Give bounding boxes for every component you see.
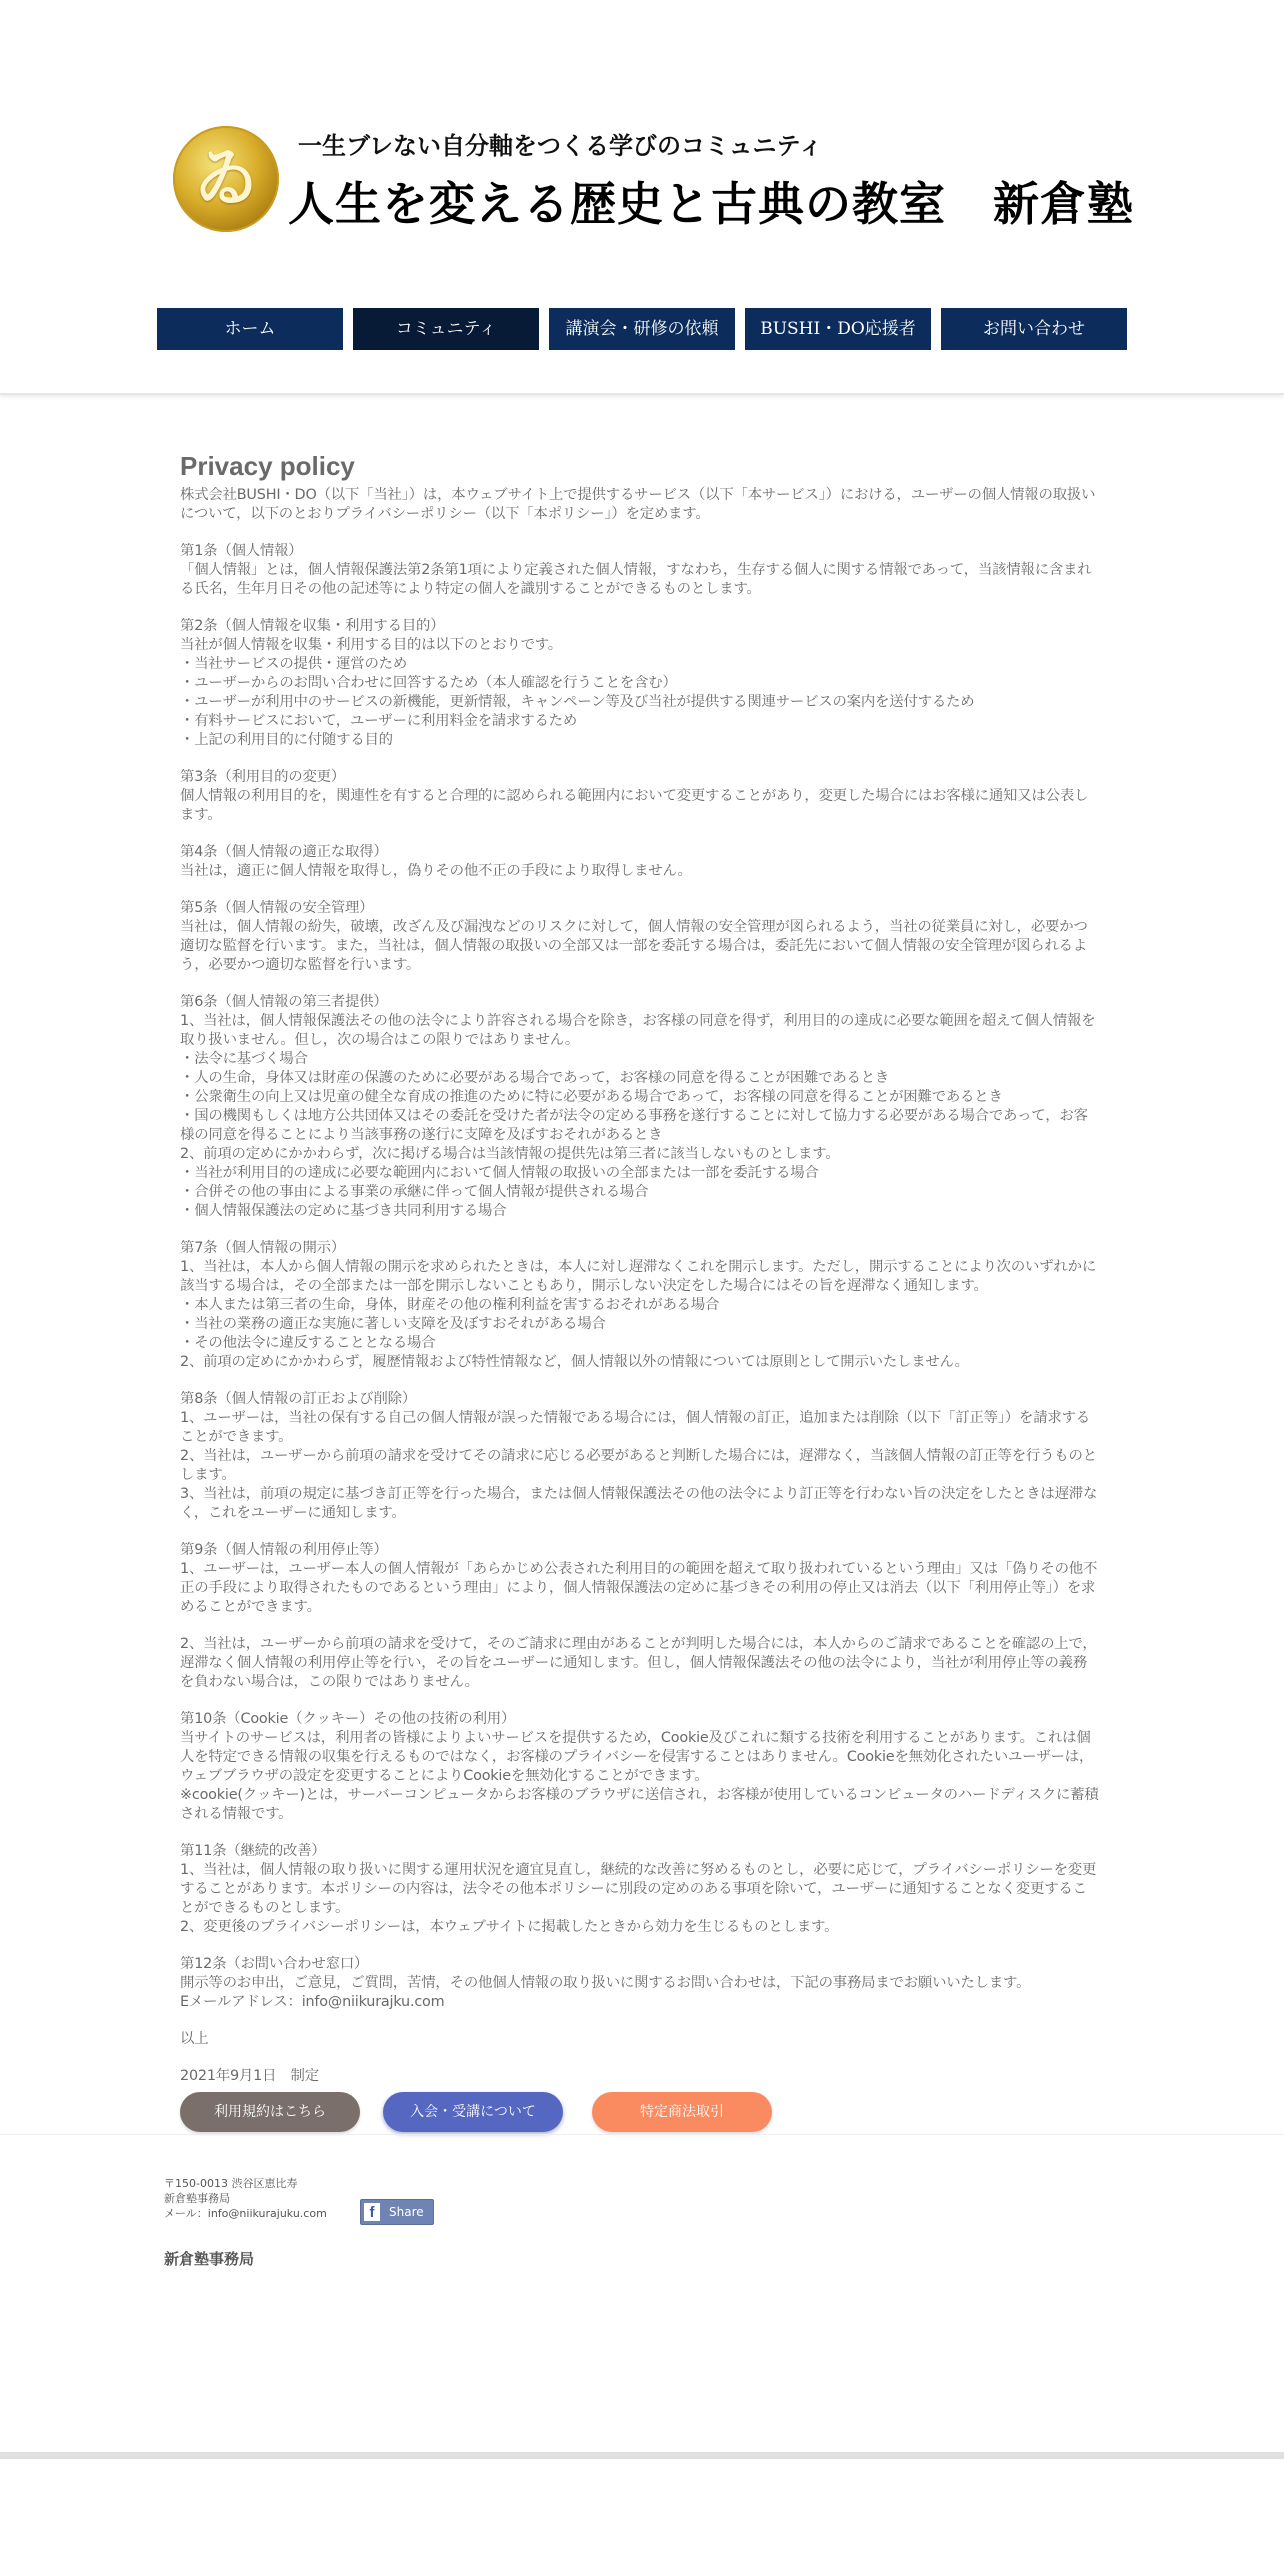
policy-line: 当サイトのサービスは，利用者の皆様によりよいサービスを提供するため，Cookie及びこれに類する技術を利用することがあります。これは個人を特定できる情報の収集を行えるものではなく，お客様のプライバシーを侵害することはありません。Cookieを無効化されたいユーザーは，ウェブブラウザの設定を変更することによりCookieを無効化することができます。 (180, 1730, 1094, 1784)
policy-section-heading: 第4条（個人情報の適正な取得） (180, 844, 388, 860)
policy-line: 3、当社は，前項の規定に基づき訂正等を行った場合，または個人情報保護法その他の法令により訂正等を行わない旨の決定をしたときは遅滞なく，これをユーザーに通知します。 (180, 1486, 1098, 1521)
policy-line: Eメールアドレス：info@niikurajku.com (180, 1994, 445, 2010)
policy-line: 株式会社BUSHI・DO（以下「当社」）は，本ウェブサイト上で提供するサービス（以下「本サービス」）における，ユーザーの個人情報の取扱いについて，以下のとおりプライバシーポリシー（以下「本ポリシー」）を定めます。 (180, 487, 1096, 522)
policy-paragraph (180, 1710, 1100, 1824)
policy-line: ・ユーザーからのお問い合わせに回答するため（本人確認を行うことを含む） (180, 675, 677, 691)
policy-line: ・当社の業務の適正な実施に著しい支障を及ぼすおそれがある場合 (180, 1316, 606, 1332)
policy-paragraph (180, 1955, 1100, 2012)
policy-line: 2、変更後のプライバシーポリシーは，本ウェブサイトに掲載したときから効力を生じるものとします。 (180, 1919, 839, 1935)
policy-paragraph (180, 993, 1100, 1221)
page-title: Privacy policy (180, 451, 355, 481)
policy-line: 1、当社は，個人情報保護法その他の法令により許容される場合を除き，お客様の同意を得ず，利用目的の達成に必要な範囲を超えて個人情報を取り扱いません。但し，次の場合はこの限りではありません。 (180, 1013, 1096, 1048)
page-bottom-bar (0, 2452, 1284, 2459)
nav-item-lecture-request[interactable]: 講演会・研修の依頼 (549, 308, 735, 350)
nav-item-supporters[interactable]: BUSHI・DO応援者 (745, 308, 931, 350)
logo-glyph: ゐ (194, 141, 258, 216)
policy-section-heading: 第1条（個人情報） (180, 543, 303, 559)
policy-section-heading: 第2条（個人情報を収集・利用する目的） (180, 618, 445, 634)
policy-line: ※cookie(クッキー)とは，サーバーコンピュータからお客様のブラウザに送信され，お客様が使用しているコンピュータのハードディスクに蓄積される情報です。 (180, 1787, 1099, 1822)
terms-button[interactable]: 利用規約はこちら (180, 2092, 360, 2132)
policy-line: 以上 (180, 2031, 209, 2047)
policy-paragraph (180, 1390, 1100, 1523)
policy-line: ・上記の利用目的に付随する目的 (180, 732, 393, 748)
policy-line: 1、当社は，個人情報の取り扱いに関する運用状況を適宜見直し，継続的な改善に努めるものとし，必要に応じて，プライバシーポリシーを変更することがあります。本ポリシーの内容は，法令その他本ポリシーに別段の定めのある事項を除いて，ユーザーに通知することなく変更することができるものとします。 (180, 1862, 1097, 1916)
policy-line: 2、当社は，ユーザーから前項の請求を受けて，そのご請求に理由があることが判明した場合には，本人からのご請求であることを確認の上で，遅滞なく個人情報の利用停止等を行い，その旨をユーザーに通知します。但し，個人情報保護法その他の法令により，当社が利用停止等の義務を負わない場合は，この限りではありません。 (180, 1636, 1097, 1690)
policy-line: 開示等のお申出，ご意見，ご質問，苦情，その他個人情報の取り扱いに関するお問い合わせは，下記の事務局までお願いいたします。 (180, 1975, 1031, 1991)
policy-paragraph (180, 843, 1100, 881)
footer-office: 新倉塾事務局 (164, 2192, 230, 2205)
policy-line: 当社は，個人情報の紛失，破壊，改ざん及び漏洩などのリスクに対して，個人情報の安全管理が図られるよう，当社の従業員に対し，必要かつ適切な監督を行います。また，当社は，個人情報の取扱いの全部又は一部を委託する場合は，委託先において個人情報の安全管理が図られるよう，必要かつ適切な監督を行います。 (180, 919, 1088, 973)
site-title[interactable]: 人生を変える歴史と古典の教室 新倉塾 (288, 177, 1134, 231)
privacy-policy-text (180, 486, 1100, 2086)
policy-line: 2、当社は，ユーザーから前項の請求を受けてその請求に応じる必要があると判断した場合には，遅滞なく，当該個人情報の訂正等を行うものとします。 (180, 1448, 1097, 1483)
facebook-share-button[interactable] (360, 2199, 434, 2225)
policy-line: ・人の生命，身体又は財産の保護のために必要がある場合であって，お客様の同意を得ることが困難であるとき (180, 1070, 890, 1086)
policy-paragraph (180, 1842, 1100, 1937)
policy-line: ・当社が利用目的の達成に必要な範囲内において個人情報の取扱いの全部または一部を委託する場合 (180, 1165, 819, 1181)
policy-line: ・合併その他の事由による事業の承継に伴って個人情報が提供される場合 (180, 1184, 649, 1200)
policy-line: ・当社サービスの提供・運営のため (180, 656, 408, 672)
policy-section-heading: 第3条（利用目的の変更） (180, 769, 346, 785)
policy-paragraph (180, 899, 1100, 975)
policy-paragraph (180, 768, 1100, 825)
policy-line: 当社は，適正に個人情報を取得し，偽りその他不正の手段により取得しません。 (180, 863, 692, 879)
site-logo[interactable] (173, 126, 279, 232)
policy-line: ・法令に基づく場合 (180, 1051, 308, 1067)
policy-line: 「個人情報」とは，個人情報保護法第2条第1項により定義された個人情報，すなわち，生存する個人に関する情報であって，当該情報に含まれる氏名，生年月日その他の記述等により特定の個人を識別することができるものとします。 (180, 562, 1092, 597)
policy-paragraph (180, 2067, 1100, 2086)
policy-section-heading: 第7条（個人情報の開示） (180, 1240, 346, 1256)
footer-postal: 〒150-0013 渋谷区恵比寿 (164, 2177, 298, 2190)
policy-line: ・公衆衛生の向上又は児童の健全な育成の推進のために特に必要がある場合であって，お客様の同意を得ることが困難であるとき (180, 1089, 1003, 1105)
policy-line: ・本人または第三者の生命，身体，財産その他の権利利益を害するおそれがある場合 (180, 1297, 720, 1313)
facebook-icon: f (364, 2203, 380, 2221)
policy-line: 2、前項の定めにかかわらず，履歴情報および特性情報など，個人情報以外の情報については原則として開示いたしません。 (180, 1354, 969, 1370)
main-content (180, 450, 1100, 2104)
policy-line: 1、当社は，本人から個人情報の開示を求められたときは，本人に対し遅滞なくこれを開示します。ただし，開示することにより次のいずれかに該当する場合は，その全部または一部を開示しないこともあり，開示しない決定をした場合にはその旨を遅滞なく通知します。 (180, 1259, 1097, 1294)
policy-line: ・ユーザーが利用中のサービスの新機能，更新情報，キャンペーン等及び当社が提供する関連サービスの案内を送付するため (180, 694, 975, 710)
policy-paragraph (180, 2030, 1100, 2049)
policy-line: 個人情報の利用目的を，関連性を有すると合理的に認められる範囲内において変更することがあり，変更した場合にはお客様に通知又は公表します。 (180, 788, 1089, 823)
policy-section-heading: 第5条（個人情報の安全管理） (180, 900, 374, 916)
link-buttons (180, 2092, 800, 2134)
nav-item-contact[interactable]: お問い合わせ (941, 308, 1127, 350)
policy-section-heading: 第9条（個人情報の利用停止等） (180, 1542, 388, 1558)
policy-line: ・国の機関もしくは地方公共団体又はその委託を受けた者が法令の定める事務を遂行することに対して協力する必要がある場合であって，お客様の同意を得ることにより当該事務の遂行に支障を及ぼすおそれがあるとき (180, 1108, 1088, 1143)
share-label: Share (389, 2205, 424, 2219)
policy-line: ・個人情報保護法の定めに基づき共同利用する場合 (180, 1203, 507, 1219)
main-nav (157, 308, 1127, 350)
policy-paragraph (180, 1239, 1100, 1372)
policy-paragraph (180, 617, 1100, 750)
policy-paragraph (180, 1541, 1100, 1617)
policy-line: 当社が個人情報を収集・利用する目的は以下のとおりです。 (180, 637, 562, 653)
policy-paragraph (180, 542, 1100, 599)
policy-section-heading: 第12条（お問い合わせ窓口） (180, 1956, 369, 1972)
policy-paragraph (180, 486, 1100, 524)
policy-line: ・有料サービスにおいて，ユーザーに利用料金を請求するため (180, 713, 578, 729)
site-header (0, 0, 1284, 395)
site-tagline: 一生ブレない自分軸をつくる学びのコミュニティ (298, 132, 823, 160)
policy-line: 2021年9月1日 制定 (180, 2068, 319, 2084)
policy-line: ・その他法令に違反することとなる場合 (180, 1335, 436, 1351)
policy-section-heading: 第6条（個人情報の第三者提供） (180, 994, 388, 1010)
policy-line: 1、ユーザーは，ユーザー本人の個人情報が「あらかじめ公表された利用目的の範囲を超えて取り扱われているという理由」又は「偽りその他不正の手段により取得されたものであるという理由」により，個人情報保護法の定めに基づきその利用の停止又は消去（以下「利用停止等」）を求めることができます。 (180, 1561, 1098, 1615)
join-button[interactable]: 入会・受講について (383, 2092, 563, 2132)
footer-office-name: 新倉塾事務局 (164, 2250, 255, 2268)
footer-email[interactable]: メール：info@niikurajuku.com (164, 2207, 327, 2220)
nav-item-home[interactable]: ホーム (157, 308, 343, 350)
policy-section-heading: 第11条（継続的改善） (180, 1843, 326, 1859)
nav-item-community[interactable]: コミュニティ (353, 308, 539, 350)
policy-line: 2、前項の定めにかかわらず，次に掲げる場合は当該情報の提供先は第三者に該当しないものとします。 (180, 1146, 840, 1162)
footer-address (164, 2176, 327, 2221)
commerce-law-button[interactable]: 特定商法取引 (592, 2092, 772, 2132)
footer-divider (0, 2134, 1284, 2135)
policy-paragraph (180, 1635, 1100, 1692)
policy-section-heading: 第10条（Cookie（クッキー）その他の技術の利用） (180, 1711, 516, 1727)
policy-line: 1、ユーザーは，当社の保有する自己の個人情報が誤った情報である場合には，個人情報の訂正，追加または削除（以下「訂正等」）を請求することができます。 (180, 1410, 1090, 1445)
policy-section-heading: 第8条（個人情報の訂正および削除） (180, 1391, 417, 1407)
